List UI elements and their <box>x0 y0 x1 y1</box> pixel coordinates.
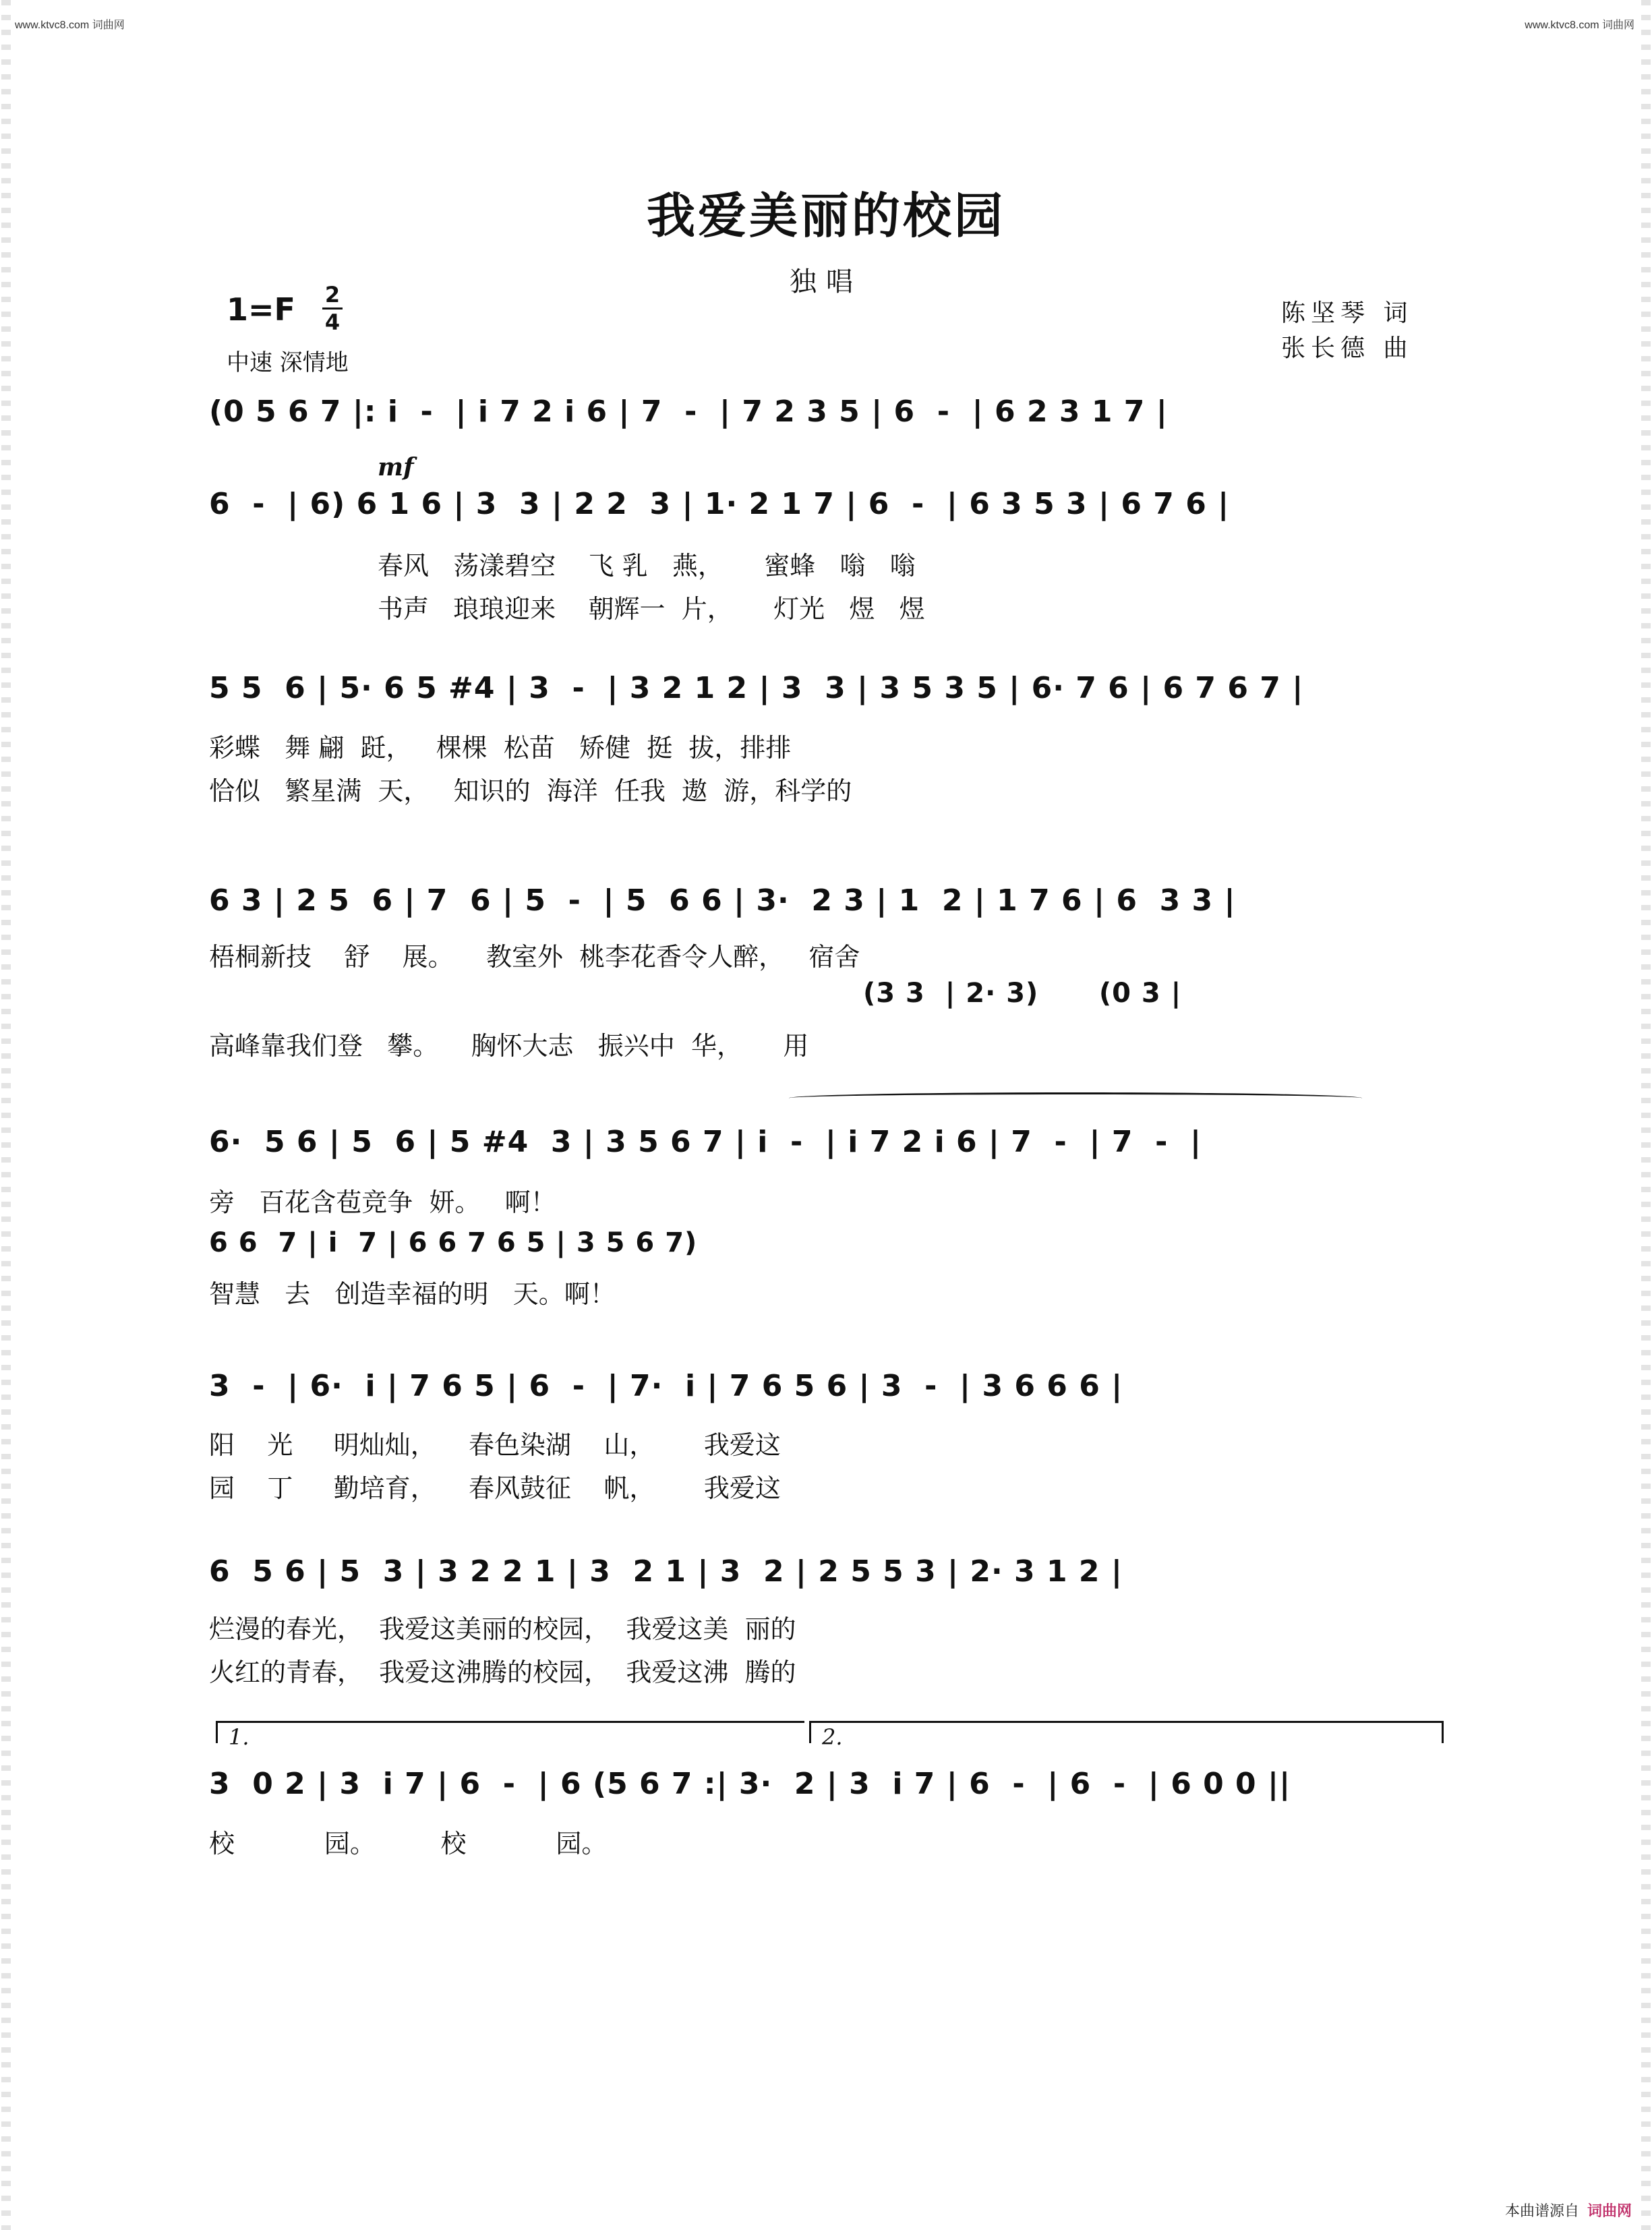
right-margin-border <box>1641 0 1651 2230</box>
lyric-line-8a: 校 园。 校 园。 <box>209 1829 608 1858</box>
lyric-line-2b: 书声 琅琅迎来 朝辉一 片， 灯光 煜 煜 <box>378 594 925 624</box>
tempo-marking: 中速 深情地 <box>227 349 349 376</box>
lyric-line-4b: 高峰靠我们登 攀。 胸怀大志 振兴中 华， 用 <box>209 1031 809 1061</box>
key-signature: 1=F <box>227 291 295 328</box>
phrase-slur <box>789 1092 1362 1104</box>
time-signature-bottom: 4 <box>324 310 341 335</box>
notation-line-7: 6 5 6 | 5 3 | 3 2 2 1 | 3 2 1 | 3 2 | 2 5 5 3 | 2· 3 1 2 | <box>209 1554 1123 1589</box>
lyricist-credit: 陈坚琴 词 <box>1281 299 1413 327</box>
lyric-line-5b: 智慧 去 创造幸福的明 天。啊！ <box>209 1279 616 1309</box>
notation-line-2: 6 - | 6) 6 1 6 | 3 3 | 2 2 3 | 1· 2 1 7 | 6 - | 6 3 5 3 | 6 7 6 | <box>209 487 1230 521</box>
notation-line-4-verse2: (3 3 | 2· 3) (0 3 | <box>863 978 1182 1009</box>
time-signature-top: 2 <box>324 282 341 307</box>
lyric-line-6a: 阳 光 明灿灿， 春色染湖 山， 我爱这 <box>209 1430 781 1460</box>
notation-line-5-verse2: 6 6 7 | i 7 | 6 6 7 6 5 | 3 5 6 7) <box>209 1227 698 1258</box>
lyric-line-3a: 彩蝶 舞 翩 跹， 棵棵 松苗 矫健 挺 拔，排排 <box>209 733 792 763</box>
footer-brand-link[interactable]: 词曲网 <box>1587 2203 1632 2220</box>
lyric-line-4a: 梧桐新技 舒 展。 教室外 桃李花香令人醉， 宿舍 <box>209 942 860 972</box>
notation-line-4: 6 3 | 2 5 6 | 7 6 | 5 - | 5 6 6 | 3· 2 3 | 1 2 | 1 7 6 | 6 3 3 | <box>209 883 1236 918</box>
dynamic-marking: mf <box>378 453 414 481</box>
footer-source[interactable] <box>1505 2200 1632 2221</box>
song-title: 我爱美丽的校园 <box>646 187 1005 244</box>
notation-line-6: 3 - | 6· i | 7 6 5 | 6 - | 7· i | 7 6 5 6 | 3 - | 3 6 6 6 | <box>209 1369 1123 1403</box>
song-subtitle: 独唱 <box>790 266 862 297</box>
notation-line-1: (0 5 6 7 |: i - | i 7 2 i 6 | 7 - | 7 2 3 5 | 6 - | 6 2 3 1 7 | <box>209 394 1168 429</box>
lyric-line-5a: 旁 百花含苞竞争 妍。 啊！ <box>209 1187 556 1217</box>
lyric-line-6b: 园 丁 勤培育， 春风鼓征 帆， 我爱这 <box>209 1473 781 1503</box>
volta-second-label: 2. <box>822 1724 843 1750</box>
site-watermark-left[interactable]: www.ktvc8.com 词曲网 <box>15 20 125 31</box>
lyric-line-7b: 火红的青春， 我爱这沸腾的校园， 我爱这沸 腾的 <box>209 1657 796 1687</box>
time-signature <box>322 283 343 334</box>
notation-line-5: 6· 5 6 | 5 6 | 5 #4 3 | 3 5 6 7 | i - | i 7 2 i 6 | 7 - | 7 - | <box>209 1125 1202 1159</box>
lyric-line-3b: 恰似 繁星满 天， 知识的 海洋 任我 遨 游，科学的 <box>209 776 852 806</box>
site-watermark-right[interactable]: www.ktvc8.com 词曲网 <box>1525 20 1634 31</box>
composer-credit: 张长德 曲 <box>1281 334 1413 362</box>
left-margin-border <box>1 0 11 2230</box>
notation-line-3: 5 5 6 | 5· 6 5 #4 | 3 - | 3 2 1 2 | 3 3 | 3 5 3 5 | 6· 7 6 | 6 7 6 7 | <box>209 671 1304 705</box>
notation-line-8: 3 0 2 | 3 i 7 | 6 - | 6 (5 6 7 :| 3· 2 | 3 i 7 | 6 - | 6 - | 6 0 0 || <box>209 1767 1291 1801</box>
volta-second-ending <box>809 1721 1444 1750</box>
volta-first-ending <box>216 1721 804 1750</box>
footer-source-text: 本曲谱源自 <box>1504 2203 1579 2220</box>
lyric-line-2a: 春风 荡漾碧空 飞 乳 燕， 蜜蜂 嗡 嗡 <box>378 551 916 581</box>
lyric-line-7a: 烂漫的春光， 我爱这美丽的校园， 我爱这美 丽的 <box>209 1614 796 1644</box>
volta-first-label: 1. <box>229 1724 249 1750</box>
